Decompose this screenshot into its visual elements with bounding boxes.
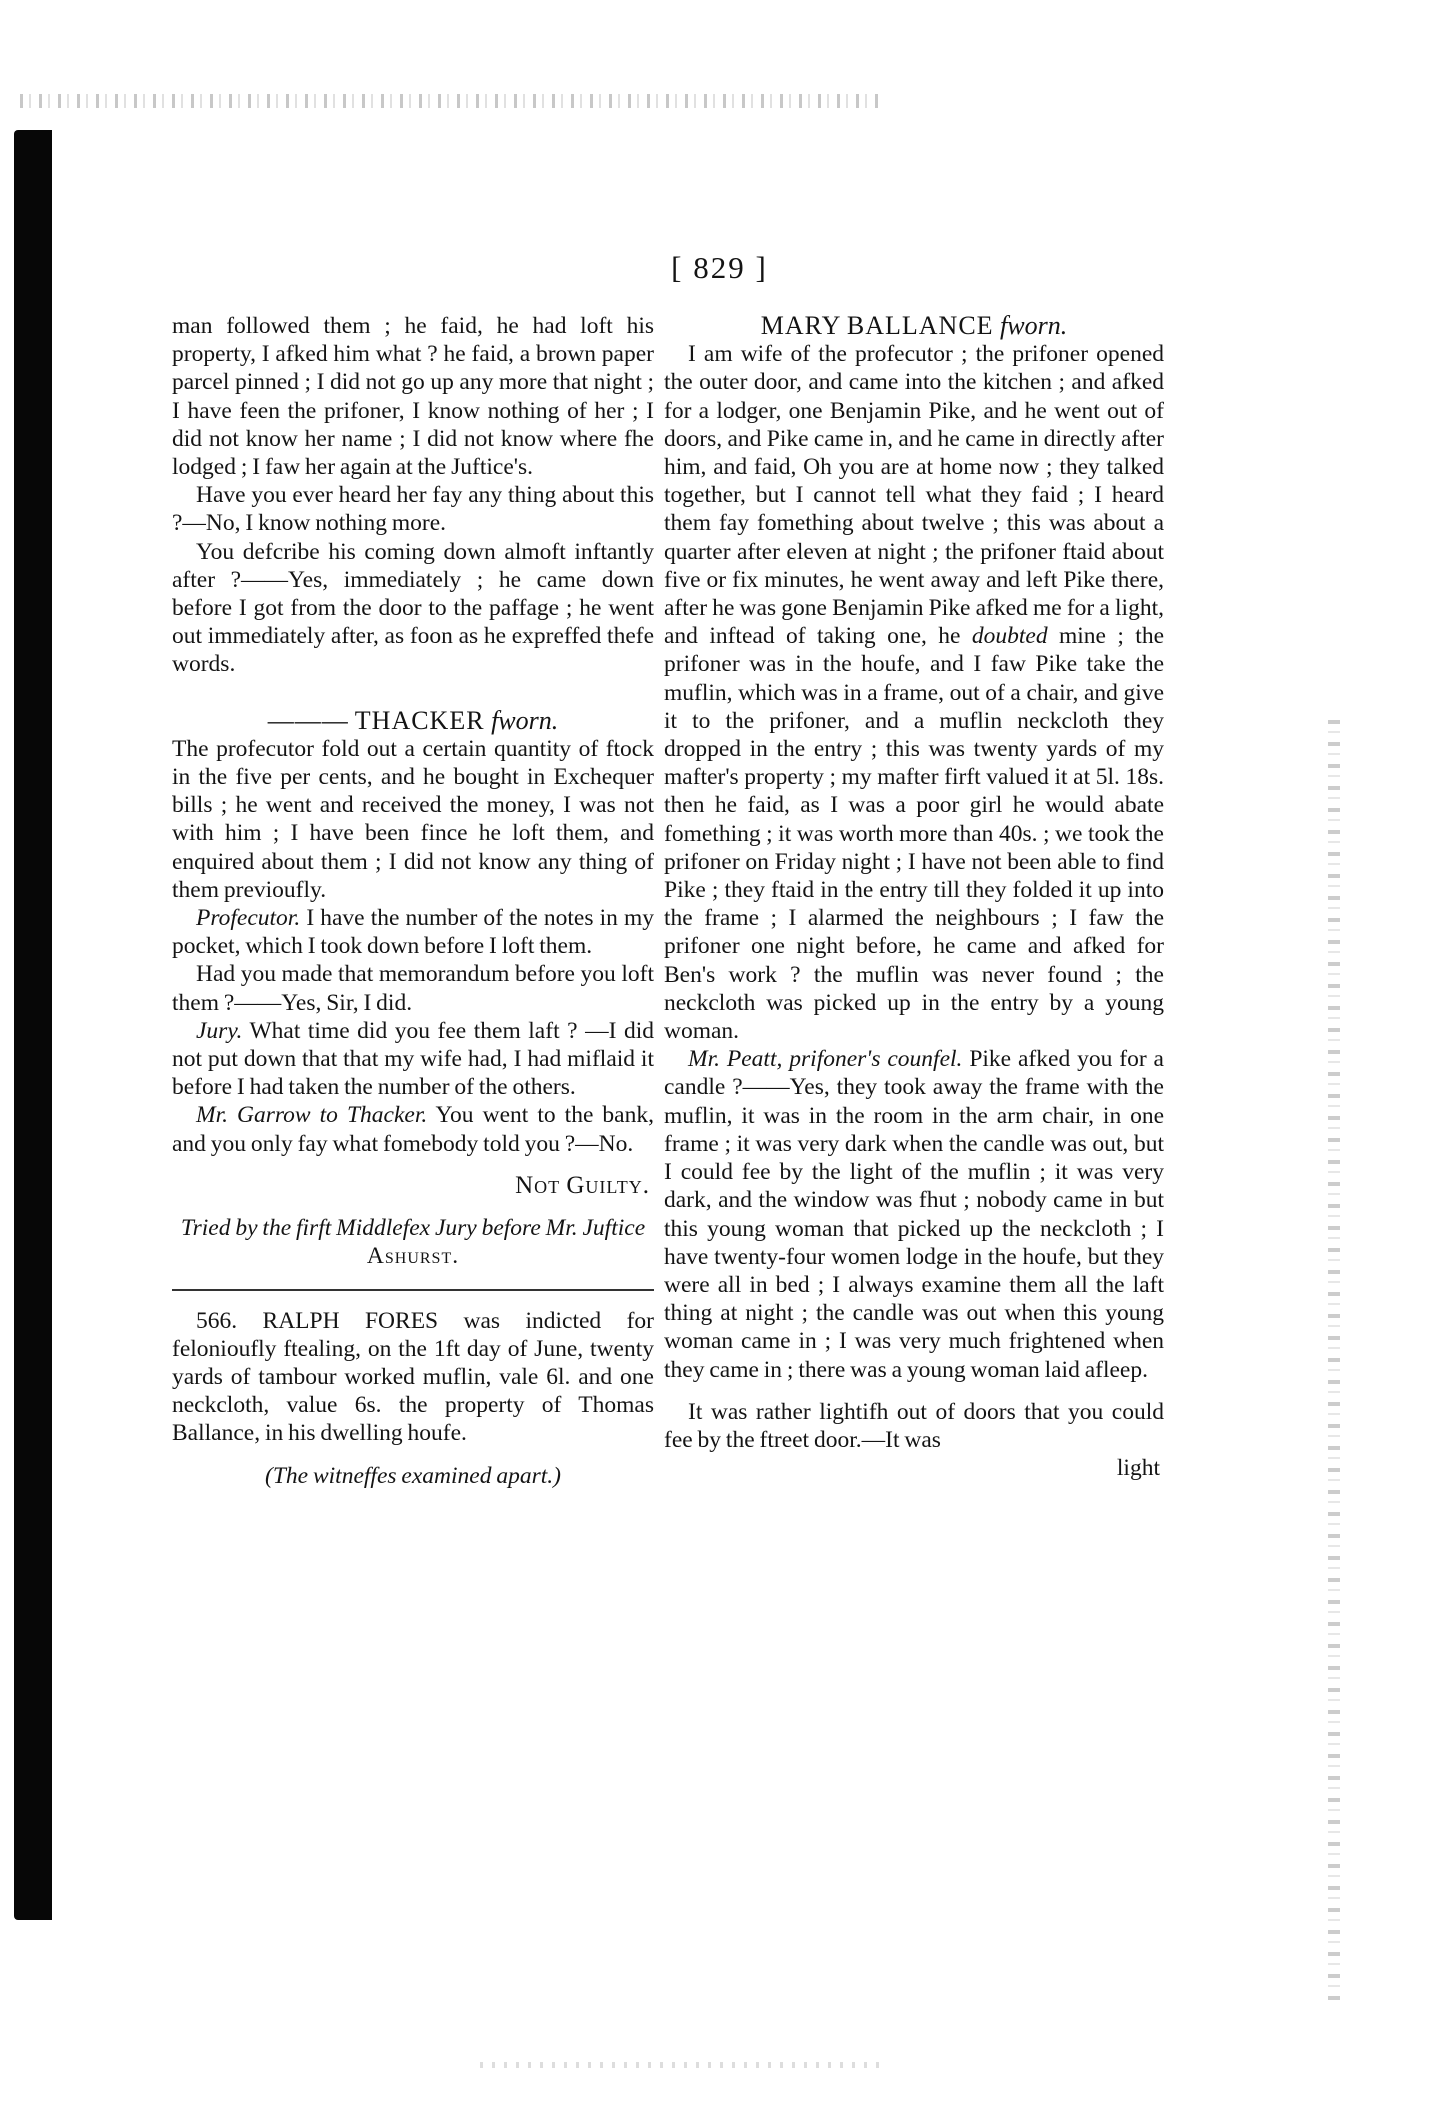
paragraph: Have you ever heard her fay any thing about this ?—No, I know nothing more.	[172, 482, 654, 537]
paragraph-text: You went to the bank, and you only fay what fomebody told you ?—No.	[172, 1102, 654, 1157]
paragraph	[172, 1017, 654, 1102]
judge-name: Ashurst.	[366, 1243, 460, 1270]
paragraph	[172, 904, 654, 960]
paragraph-text: I am wife of the profecutor ; the prifoner opened the outer door, and came into the kitchen ; and afked for a lodger, one Benjamin Pike, and he went out of doors, and Pike came in, and he came in directly after him, and faid, Oh you are at home now ; they talked together, but I cannot tell what they faid ; I heard them fay fomething about twelve ; this was about a quarter after eleven at night ; the prifoner ftaid about five or fix minutes, he went away and left Pike there, after he was gone Benjamin Pike afked me for a light, and inftead of taking one, he	[664, 341, 1164, 650]
paragraph-text: mine ; the prifoner was in the houfe, and I faw Pike take the muflin, which was in a frame, out of a chair, and give it to the prifoner, and a muflin neckcloth they dropped in the entry ; this was twenty yards of my mafter's property ; my mafter firft valued it at 5l. 18s. then he faid, as I was a poor girl he would abate fomething ; it was worth more than 40s. ; we took the prifoner on Friday night ; I have not been able to find Pike ; they ftaid in the entry till they folded it up into the frame ; I alarmed the neighbours ; I faw the prifoner one night before, he came and afked for Ben's work ? the muflin was never found ; the neckcloth was picked up in the entry by a young woman.	[664, 623, 1165, 1045]
witness-heading-mary	[664, 312, 1164, 340]
speaker-label: Mr. Peatt, prifoner's counfel.	[688, 1046, 963, 1073]
right-column	[664, 312, 1164, 1482]
trial-note	[172, 1214, 654, 1270]
paragraph: man followed them ; he faid, he had loft his property, I afked him what ? he faid, a brown paper parcel pinned ; I did not go up any more that night ; I have feen the prifoner, I know nothing of her ; I did not know her name ; I did not know where fhe lodged ; I faw her again at the Juftice's.	[172, 313, 654, 481]
section-divider	[172, 1289, 654, 1291]
left-column	[172, 312, 654, 1490]
speaker-label: Profecutor.	[196, 905, 301, 932]
paragraph-text: What time did you fee them laft ? —I did not put down that that my wife had, I had miflaid it before I had taken the number of the others.	[172, 1017, 654, 1101]
trial-note-text: Tried by the firft Middlefex Jury before Mr. Juftice	[180, 1215, 646, 1242]
paragraph-text: Pike afked you for a candle ?——Yes, they took away the frame with the muflin, it was in the room in the arm chair, in one frame ; it was very dark when the candle was out, but I could fee by the light of the muflin ; it was very dark, and the window was fhut ; nobody came in but this young woman that picked up the neckcloth ; I have twenty-four women lodge in the houfe, but they were all in bed ; I always examine them all the laft thing at night ; the candle was out when this young woman came in ; I was very much frightened when they came in ; there was a young woman laid afleep.	[664, 1046, 1164, 1383]
witness-name: ——— THACKER	[267, 705, 485, 735]
paragraph	[664, 340, 1164, 1045]
paragraph: Had you made that memorandum before you loft them ?——Yes, Sir, I did.	[172, 961, 654, 1016]
witness-name: MARY BALLANCE	[760, 311, 994, 340]
speaker-label: Jury.	[196, 1017, 243, 1044]
paragraph: You defcribe his coming down almoft inftantly after ?——Yes, immediately ; he came down before I got from the door to the paffage ; he went out immediately after, as foon as he expreffed thefe words.	[172, 538, 654, 678]
italic-word: doubted	[971, 623, 1048, 650]
witness-heading-thacker	[172, 707, 654, 735]
scan-noise-right	[1328, 720, 1340, 2000]
witness-note: (The witneffes examined apart.)	[265, 1462, 561, 1489]
case-entry: 566. RALPH FORES was indicted for felonioufly ftealing, on the 1ft day of June, twenty yards of tambour worked muflin, vale 6l. and one neckcloth, value 6s. the property of Thomas Ballance, in his dwelling houfe.	[172, 1307, 654, 1447]
book-binding-edge	[14, 130, 52, 1920]
scan-noise-top	[20, 94, 880, 108]
catchword: light	[1116, 1455, 1160, 1482]
paragraph	[664, 1045, 1164, 1383]
speaker-label: Mr. Garrow to Thacker.	[196, 1102, 428, 1129]
paragraph	[172, 1101, 654, 1157]
verdict: Not Guilty.	[515, 1171, 650, 1199]
paragraph: It was rather lightifh out of doors that you could fee by the ftreet door.—It was	[664, 1398, 1164, 1453]
sworn-label: fworn.	[491, 705, 559, 735]
page-number: [ 829 ]	[671, 250, 768, 285]
scan-noise-bottom	[480, 2062, 880, 2068]
paragraph: The profecutor fold out a certain quantity of ftock in the five per cents, and he bought in Exchequer bills ; he went and received the money, I was not with him ; I have been fince he loft them, and enquired about them ; I did not know any thing of them previoufly.	[172, 735, 654, 903]
paragraph-text: I have the number of the notes in my pocket, which I took down before I loft them.	[172, 905, 654, 960]
sworn-label: fworn.	[1000, 311, 1068, 340]
